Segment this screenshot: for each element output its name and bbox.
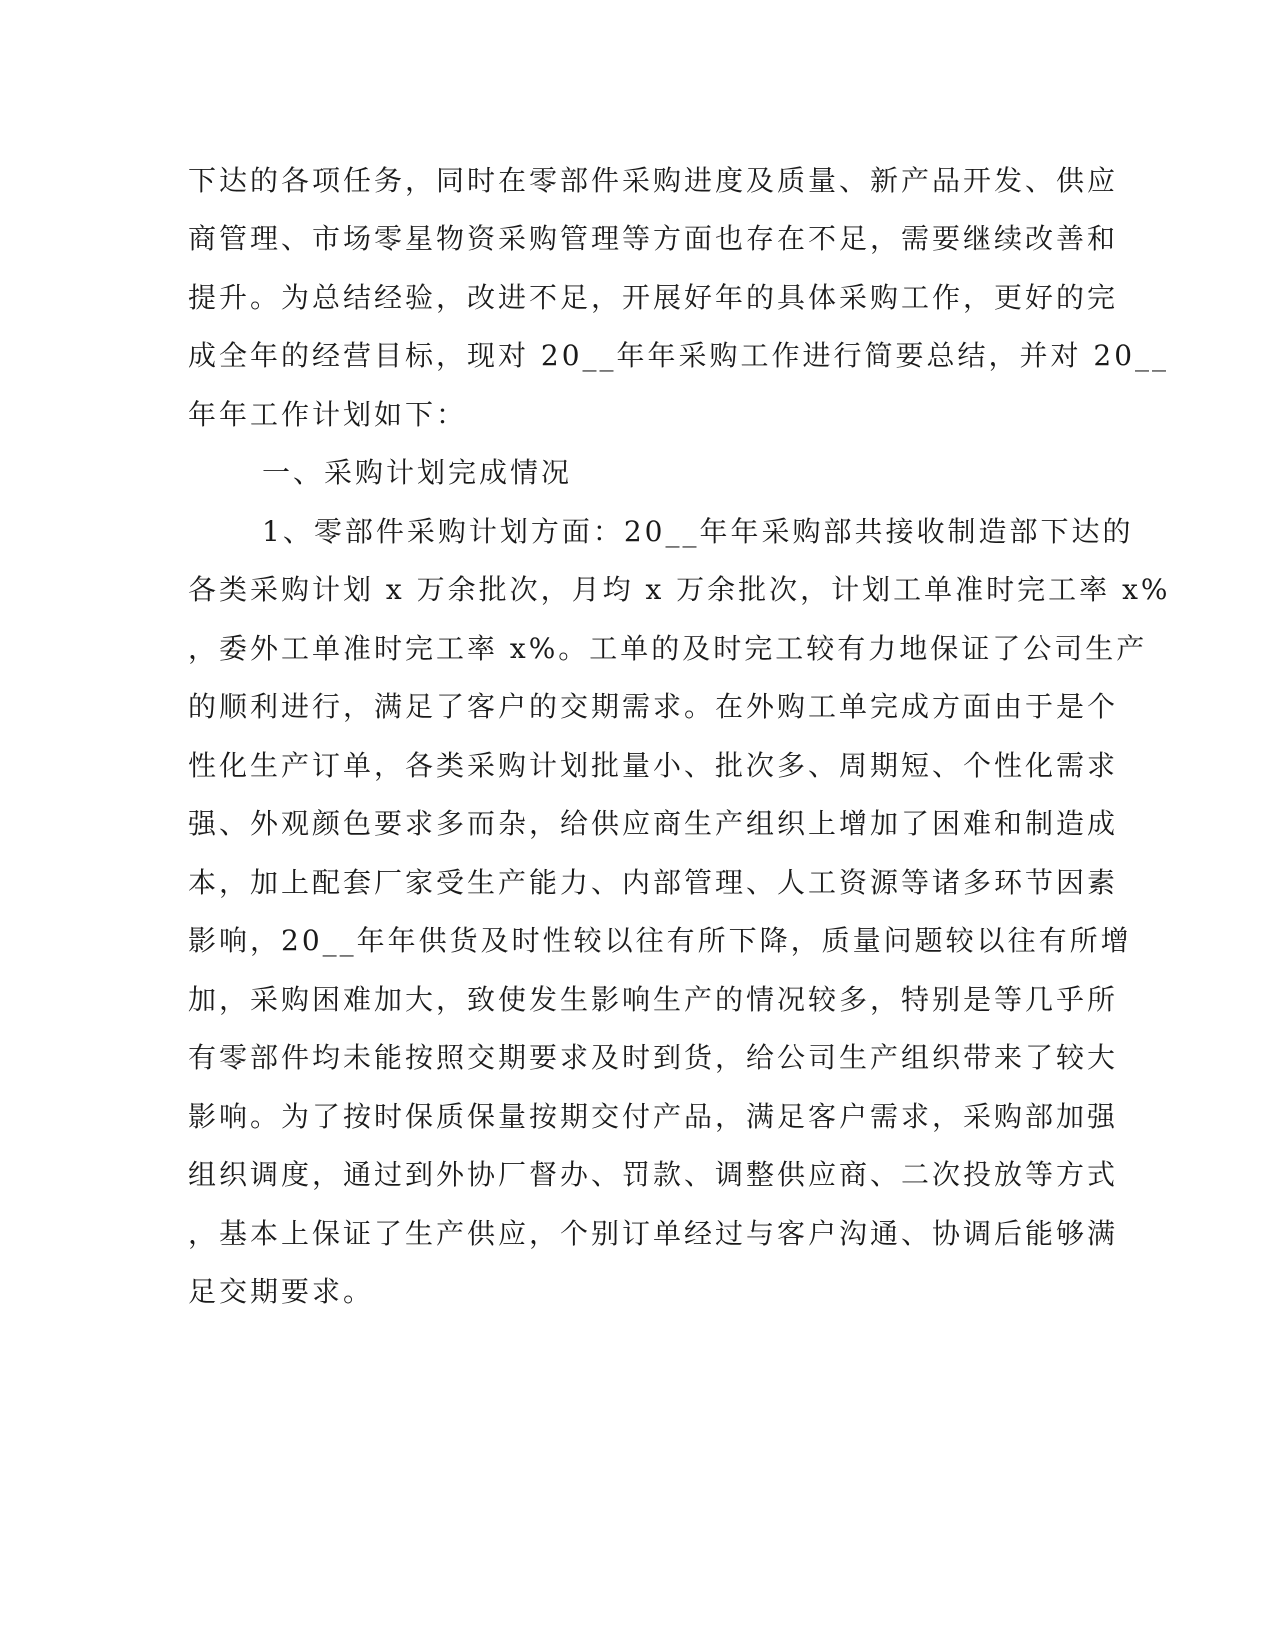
text-line: 提升。为总结经验，改进不足，开展好年的具体采购工作，更好的完 [188, 281, 1119, 314]
text-line: 1、零部件采购计划方面：20__年年采购部共接收制造部下达的 [262, 515, 1134, 548]
text-line: 强、外观颜色要求多而杂，给供应商生产组织上增加了困难和制造成 [188, 807, 1119, 840]
text-line: 有零部件均未能按照交期要求及时到货，给公司生产组织带来了较大 [188, 1041, 1119, 1074]
text-line: 加，采购困难加大，致使发生影响生产的情况较多，特别是等几乎所 [188, 983, 1119, 1016]
text-line: 的顺利进行，满足了客户的交期需求。在外购工单完成方面由于是个 [188, 690, 1119, 723]
text-line: 各类采购计划 x 万余批次，月均 x 万余批次，计划工单准时完工率 x% [188, 573, 1171, 606]
text-line: 成全年的经营目标，现对 20__年年采购工作进行简要总结，并对 20__ [188, 339, 1170, 372]
text-line: 组织调度，通过到外协厂督办、罚款、调整供应商、二次投放等方式 [188, 1158, 1119, 1191]
text-line: 影响。为了按时保质保量按期交付产品，满足客户需求，采购部加强 [188, 1100, 1119, 1133]
text-line: 商管理、市场零星物资采购管理等方面也存在不足，需要继续改善和 [188, 222, 1119, 255]
text-line: 下达的各项任务，同时在零部件采购进度及质量、新产品开发、供应 [188, 164, 1119, 197]
text-line: ，委外工单准时完工率 x%。工单的及时完工较有力地保证了公司生产 [188, 632, 1148, 665]
text-line: 性化生产订单，各类采购计划批量小、批次多、周期短、个性化需求 [188, 749, 1119, 782]
text-line: 足交期要求。 [188, 1275, 375, 1308]
text-line: 年年工作计划如下： [188, 398, 468, 431]
text-line: ，基本上保证了生产供应，个别订单经过与客户沟通、协调后能够满 [188, 1217, 1119, 1250]
text-line: 影响，20__年年供货及时性较以往有所下降，质量问题较以往有所增 [188, 924, 1132, 957]
text-line: 本，加上配套厂家受生产能力、内部管理、人工资源等诸多环节因素 [188, 866, 1119, 899]
section-heading: 一、采购计划完成情况 [262, 456, 573, 489]
